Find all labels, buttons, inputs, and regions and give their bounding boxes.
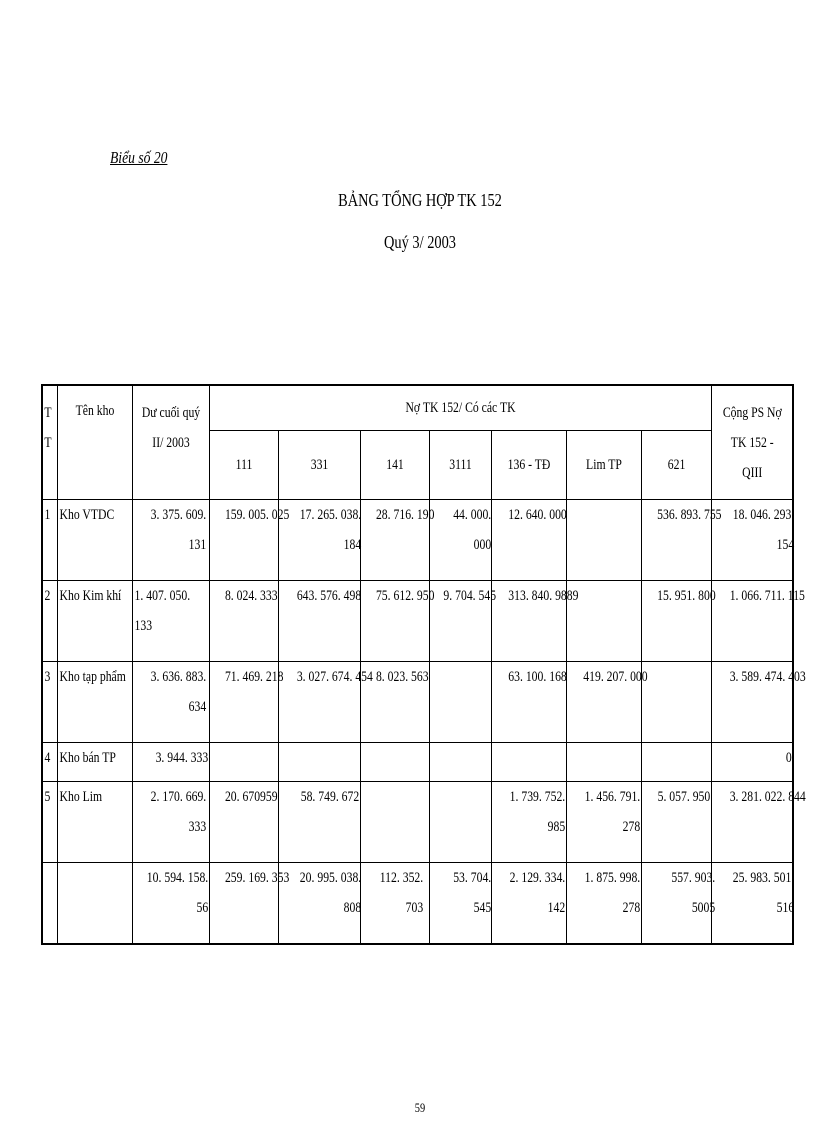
cell-111: 71. 469. 218 xyxy=(209,662,278,743)
cell-stt: 2 xyxy=(42,581,57,662)
cell-cong: 3. 281. 022. 844 xyxy=(711,782,793,863)
cell-ten-kho: Kho Kim khí xyxy=(57,581,132,662)
cell-du: 3. 944. 333 xyxy=(132,743,209,782)
cell-ten-kho: Kho tạp phẩm xyxy=(57,662,132,743)
header-141: 141 xyxy=(360,431,429,500)
cell-111: 259. 169. 353 xyxy=(209,863,278,945)
form-label: Biểu số 20 xyxy=(110,148,168,167)
table-row xyxy=(42,782,793,863)
cell-lim xyxy=(566,743,641,782)
cell-111 xyxy=(209,743,278,782)
cell-cong: 3. 589. 474. 403 xyxy=(711,662,793,743)
cell-136 xyxy=(491,743,566,782)
cell-141: 75. 612. 950 xyxy=(360,581,429,662)
cell-331: 3. 027. 674. 454 xyxy=(278,662,360,743)
cell-141: 112. 352. 703 xyxy=(360,863,429,945)
table-row xyxy=(42,581,793,662)
header-621: 621 xyxy=(641,431,711,500)
cell-141: 28. 716. 190 xyxy=(360,500,429,581)
cell-cong: 18. 046. 293. 154 xyxy=(711,500,793,581)
cell-3111 xyxy=(429,782,491,863)
header-136-td: 136 - TĐ xyxy=(491,431,566,500)
cell-stt xyxy=(42,863,57,945)
cell-cong: 0 xyxy=(711,743,793,782)
cell-3111: 44. 000. 000 xyxy=(429,500,491,581)
cell-lim: 1. 456. 791. 278 xyxy=(566,782,641,863)
cell-lim xyxy=(566,500,641,581)
summary-table xyxy=(41,384,806,945)
cell-621: 536. 893. 755 xyxy=(641,500,711,581)
cell-stt: 3 xyxy=(42,662,57,743)
header-cong: Cộng PS Nợ TK 152 - QIII xyxy=(711,385,793,500)
header-331: 331 xyxy=(278,431,360,500)
cell-141 xyxy=(360,782,429,863)
header-du-cuoi-quy: Dư cuối quý II/ 2003 xyxy=(132,385,209,500)
cell-621: 557. 903. 5005 xyxy=(641,863,711,945)
cell-331 xyxy=(278,743,360,782)
cell-stt: 1 xyxy=(42,500,57,581)
cell-141: 8. 023. 563 xyxy=(360,662,429,743)
cell-136: 12. 640. 000 xyxy=(491,500,566,581)
cell-136: 2. 129. 334. 142 xyxy=(491,863,566,945)
cell-ten-kho xyxy=(57,863,132,945)
header-3111: 3111 xyxy=(429,431,491,500)
cell-stt: 5 xyxy=(42,782,57,863)
table-row xyxy=(42,743,793,782)
header-group: Nợ TK 152/ Có các TK xyxy=(209,385,711,431)
cell-3111: 53. 704. 545 xyxy=(429,863,491,945)
cell-cong: 1. 066. 711. 115 xyxy=(711,581,793,662)
header-ten-kho: Tên kho xyxy=(57,385,132,500)
cell-3111: 9. 704. 545 xyxy=(429,581,491,662)
cell-du: 1. 407. 050. 133 xyxy=(132,581,209,662)
cell-621: 15. 951. 800 xyxy=(641,581,711,662)
cell-ten-kho: Kho bán TP xyxy=(57,743,132,782)
table-row xyxy=(42,500,793,581)
cell-331: 58. 749. 672 xyxy=(278,782,360,863)
cell-136: 313. 840. 9889 xyxy=(491,581,566,662)
cell-ten-kho: Kho VTDC xyxy=(57,500,132,581)
cell-141 xyxy=(360,743,429,782)
cell-du: 3. 636. 883. 634 xyxy=(132,662,209,743)
cell-du: 10. 594. 158. 56 xyxy=(132,863,209,945)
page-number: 59 xyxy=(414,1100,426,1115)
cell-du: 2. 170. 669. 333 xyxy=(132,782,209,863)
document-subtitle: Quý 3/ 2003 xyxy=(384,232,456,252)
cell-lim: 1. 875. 998. 278 xyxy=(566,863,641,945)
document-title: BẢNG TỔNG HỢP TK 152 xyxy=(338,190,502,210)
cell-111: 159. 005. 025 xyxy=(209,500,278,581)
header-stt: T T xyxy=(42,385,57,500)
cell-621: 5. 057. 950 xyxy=(641,782,711,863)
cell-331: 17. 265. 038. 184 xyxy=(278,500,360,581)
cell-3111 xyxy=(429,662,491,743)
header-lim-tp: Lim TP xyxy=(566,431,641,500)
cell-3111 xyxy=(429,743,491,782)
cell-136: 1. 739. 752. 985 xyxy=(491,782,566,863)
cell-331: 20. 995. 038. 808 xyxy=(278,863,360,945)
cell-du: 3. 375. 609. 131 xyxy=(132,500,209,581)
cell-lim: 419. 207. 000 xyxy=(566,662,641,743)
cell-111: 8. 024. 333 xyxy=(209,581,278,662)
cell-621 xyxy=(641,743,711,782)
cell-331: 643. 576. 498 xyxy=(278,581,360,662)
table-total-row xyxy=(42,863,793,945)
table-row xyxy=(42,662,793,743)
cell-621 xyxy=(641,662,711,743)
cell-136: 63. 100. 168 xyxy=(491,662,566,743)
cell-ten-kho: Kho Lim xyxy=(57,782,132,863)
cell-cong: 25. 983. 501. 516 xyxy=(711,863,793,945)
cell-stt: 4 xyxy=(42,743,57,782)
cell-111: 20. 670959 xyxy=(209,782,278,863)
header-111: 111 xyxy=(209,431,278,500)
